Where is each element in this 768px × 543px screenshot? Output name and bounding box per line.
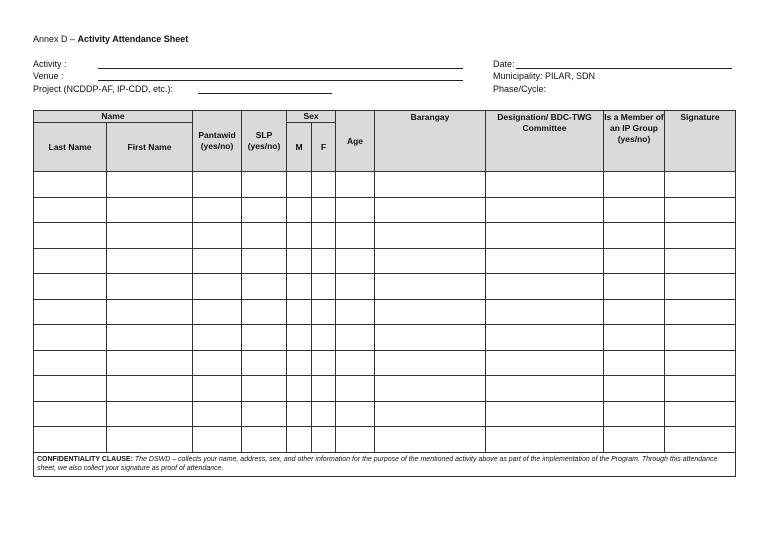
first-name-header: First Name bbox=[107, 123, 193, 172]
entry-cell[interactable] bbox=[193, 248, 242, 274]
entry-cell[interactable] bbox=[34, 197, 107, 223]
signature-header: Signature bbox=[665, 111, 736, 172]
attendance-table bbox=[33, 110, 736, 477]
barangay-header: Barangay bbox=[375, 111, 486, 172]
entry-cell[interactable] bbox=[34, 172, 107, 198]
entry-cell[interactable] bbox=[107, 274, 193, 300]
entry-cell[interactable] bbox=[193, 350, 242, 376]
entry-cell[interactable] bbox=[242, 325, 287, 351]
document-title bbox=[33, 34, 188, 44]
entry-cell[interactable] bbox=[107, 401, 193, 427]
entry-cell[interactable] bbox=[665, 197, 736, 223]
entry-cell[interactable] bbox=[486, 172, 604, 198]
entry-cell[interactable] bbox=[193, 427, 242, 453]
activity-field[interactable] bbox=[98, 68, 463, 69]
entry-cell[interactable] bbox=[107, 299, 193, 325]
entry-cell[interactable] bbox=[287, 401, 312, 427]
entry-cell[interactable] bbox=[287, 299, 312, 325]
municipality-label: Municipality: PILAR, SDN bbox=[493, 71, 596, 81]
entry-cell[interactable] bbox=[375, 197, 486, 223]
entry-cell[interactable] bbox=[107, 427, 193, 453]
entry-cell[interactable] bbox=[242, 248, 287, 274]
entry-cell[interactable] bbox=[312, 172, 336, 198]
entry-cell[interactable] bbox=[34, 248, 107, 274]
entry-cell[interactable] bbox=[486, 197, 604, 223]
entry-cell[interactable] bbox=[336, 325, 375, 351]
entry-cell[interactable] bbox=[193, 299, 242, 325]
confidentiality-clause bbox=[34, 452, 736, 476]
entry-cell[interactable] bbox=[604, 248, 665, 274]
entry-cell[interactable] bbox=[34, 274, 107, 300]
entry-cell[interactable] bbox=[665, 248, 736, 274]
entry-cell[interactable] bbox=[312, 197, 336, 223]
entry-cell[interactable] bbox=[242, 427, 287, 453]
entry-cell[interactable] bbox=[107, 325, 193, 351]
table-row bbox=[34, 274, 736, 300]
entry-cell[interactable] bbox=[34, 427, 107, 453]
table-row bbox=[34, 401, 736, 427]
sex-group-header: Sex bbox=[287, 111, 336, 123]
clause-label: CONFIDENTIALITY CLAUSE: bbox=[37, 455, 133, 463]
ip-member-header: Is a Member of an IP Group (yes/no) bbox=[604, 111, 665, 172]
entry-cell[interactable] bbox=[34, 376, 107, 402]
entry-cell[interactable] bbox=[375, 223, 486, 249]
entry-cell[interactable] bbox=[665, 325, 736, 351]
entry-cell[interactable] bbox=[665, 172, 736, 198]
entry-cell[interactable] bbox=[287, 350, 312, 376]
entry-cell[interactable] bbox=[665, 223, 736, 249]
entry-cell[interactable] bbox=[193, 223, 242, 249]
entry-cell[interactable] bbox=[287, 172, 312, 198]
entry-cell[interactable] bbox=[193, 325, 242, 351]
entry-cell[interactable] bbox=[242, 350, 287, 376]
entry-cell[interactable] bbox=[107, 223, 193, 249]
entry-cell[interactable] bbox=[312, 248, 336, 274]
annex-label: Annex D – bbox=[33, 34, 78, 44]
name-group-header: Name bbox=[34, 111, 193, 123]
clause-text: The DSWD – collects your name, address, sex, and other information for the purpose of the mentioned activity above as part of the implementation of the Program. Through this attendance sheet, we also collect your signature as proof of attendance. bbox=[37, 455, 718, 472]
entry-cell[interactable] bbox=[242, 197, 287, 223]
entry-cell[interactable] bbox=[604, 376, 665, 402]
entry-cell[interactable] bbox=[107, 197, 193, 223]
project-field[interactable] bbox=[198, 93, 332, 94]
pantawid-header: Pantawid (yes/no) bbox=[193, 111, 242, 172]
entry-cell[interactable] bbox=[604, 427, 665, 453]
entry-cell[interactable] bbox=[665, 274, 736, 300]
entry-cell[interactable] bbox=[486, 248, 604, 274]
table-row bbox=[34, 299, 736, 325]
entry-cell[interactable] bbox=[604, 223, 665, 249]
entry-cell[interactable] bbox=[375, 274, 486, 300]
project-label: Project (NCDDP-AF, IP-CDD, etc.): bbox=[33, 84, 174, 94]
entry-cell[interactable] bbox=[287, 376, 312, 402]
entry-cell[interactable] bbox=[336, 427, 375, 453]
entry-cell[interactable] bbox=[375, 172, 486, 198]
table-row bbox=[34, 376, 736, 402]
entry-cell[interactable] bbox=[242, 376, 287, 402]
date-label: Date: bbox=[493, 59, 515, 69]
entry-cell[interactable] bbox=[193, 274, 242, 300]
entry-cell[interactable] bbox=[336, 401, 375, 427]
entry-cell[interactable] bbox=[604, 401, 665, 427]
entry-cell[interactable] bbox=[312, 274, 336, 300]
entry-cell[interactable] bbox=[486, 427, 604, 453]
sex-f-header: F bbox=[312, 123, 336, 172]
entry-cell[interactable] bbox=[242, 299, 287, 325]
venue-label: Venue : bbox=[33, 71, 64, 81]
table-row bbox=[34, 197, 736, 223]
entry-cell[interactable] bbox=[287, 223, 312, 249]
entry-cell[interactable] bbox=[193, 401, 242, 427]
entry-cell[interactable] bbox=[604, 350, 665, 376]
entry-cell[interactable] bbox=[486, 401, 604, 427]
entry-cell[interactable] bbox=[287, 274, 312, 300]
entry-cell[interactable] bbox=[486, 274, 604, 300]
table-row bbox=[34, 427, 736, 453]
entry-cell[interactable] bbox=[486, 350, 604, 376]
entry-cell[interactable] bbox=[604, 325, 665, 351]
entry-cell[interactable] bbox=[312, 223, 336, 249]
entry-cell[interactable] bbox=[665, 350, 736, 376]
entry-cell[interactable] bbox=[336, 376, 375, 402]
entry-cell[interactable] bbox=[34, 401, 107, 427]
entry-cell[interactable] bbox=[375, 248, 486, 274]
activity-label: Activity : bbox=[33, 59, 67, 69]
entry-cell[interactable] bbox=[312, 401, 336, 427]
entry-cell[interactable] bbox=[665, 401, 736, 427]
entry-cell[interactable] bbox=[375, 299, 486, 325]
designation-header: Designation/ BDC-TWG Committee bbox=[486, 111, 604, 172]
entry-cell[interactable] bbox=[242, 172, 287, 198]
entry-cell[interactable] bbox=[604, 197, 665, 223]
entry-cell[interactable] bbox=[34, 223, 107, 249]
entry-cell[interactable] bbox=[486, 223, 604, 249]
date-field[interactable] bbox=[516, 68, 732, 69]
entry-cell[interactable] bbox=[107, 350, 193, 376]
table-row bbox=[34, 248, 736, 274]
entry-cell[interactable] bbox=[242, 274, 287, 300]
entry-cell[interactable] bbox=[604, 299, 665, 325]
entry-cell[interactable] bbox=[336, 172, 375, 198]
venue-field[interactable] bbox=[98, 80, 463, 81]
phase-cycle-label: Phase/Cycle: bbox=[493, 84, 547, 94]
entry-cell[interactable] bbox=[312, 325, 336, 351]
entry-cell[interactable] bbox=[34, 350, 107, 376]
entry-cell[interactable] bbox=[665, 376, 736, 402]
entry-cell[interactable] bbox=[107, 248, 193, 274]
table-row bbox=[34, 325, 736, 351]
entry-cell[interactable] bbox=[336, 350, 375, 376]
entry-cell[interactable] bbox=[604, 274, 665, 300]
entry-cell[interactable] bbox=[336, 223, 375, 249]
entry-cell[interactable] bbox=[336, 299, 375, 325]
entry-cell[interactable] bbox=[486, 376, 604, 402]
entry-cell[interactable] bbox=[107, 376, 193, 402]
entry-cell[interactable] bbox=[336, 197, 375, 223]
entry-cell[interactable] bbox=[107, 172, 193, 198]
entry-cell[interactable] bbox=[486, 325, 604, 351]
entry-cell[interactable] bbox=[193, 197, 242, 223]
entry-cell[interactable] bbox=[312, 376, 336, 402]
table-row bbox=[34, 223, 736, 249]
slp-header: SLP (yes/no) bbox=[242, 111, 287, 172]
sheet-title: Activity Attendance Sheet bbox=[77, 34, 189, 44]
table-row bbox=[34, 350, 736, 376]
entry-cell[interactable] bbox=[312, 299, 336, 325]
entry-cell[interactable] bbox=[375, 325, 486, 351]
entry-cell[interactable] bbox=[34, 299, 107, 325]
entry-cell[interactable] bbox=[486, 299, 604, 325]
entry-cell[interactable] bbox=[193, 376, 242, 402]
table-row bbox=[34, 172, 736, 198]
entry-cell[interactable] bbox=[242, 401, 287, 427]
entry-cell[interactable] bbox=[375, 401, 486, 427]
entry-cell[interactable] bbox=[34, 325, 107, 351]
entry-cell[interactable] bbox=[375, 350, 486, 376]
entry-cell[interactable] bbox=[665, 299, 736, 325]
entry-cell[interactable] bbox=[287, 325, 312, 351]
entry-cell[interactable] bbox=[375, 376, 486, 402]
last-name-header: Last Name bbox=[34, 123, 107, 172]
sex-m-header: M bbox=[287, 123, 312, 172]
age-header: Age bbox=[336, 111, 375, 172]
entry-cell[interactable] bbox=[312, 350, 336, 376]
entry-cell[interactable] bbox=[604, 172, 665, 198]
entry-cell[interactable] bbox=[336, 248, 375, 274]
entry-cell[interactable] bbox=[242, 223, 287, 249]
entry-cell[interactable] bbox=[312, 427, 336, 453]
entry-cell[interactable] bbox=[287, 197, 312, 223]
entry-cell[interactable] bbox=[336, 274, 375, 300]
entry-cell[interactable] bbox=[665, 427, 736, 453]
entry-cell[interactable] bbox=[375, 427, 486, 453]
entry-cell[interactable] bbox=[287, 248, 312, 274]
entry-cell[interactable] bbox=[287, 427, 312, 453]
entry-cell[interactable] bbox=[193, 172, 242, 198]
